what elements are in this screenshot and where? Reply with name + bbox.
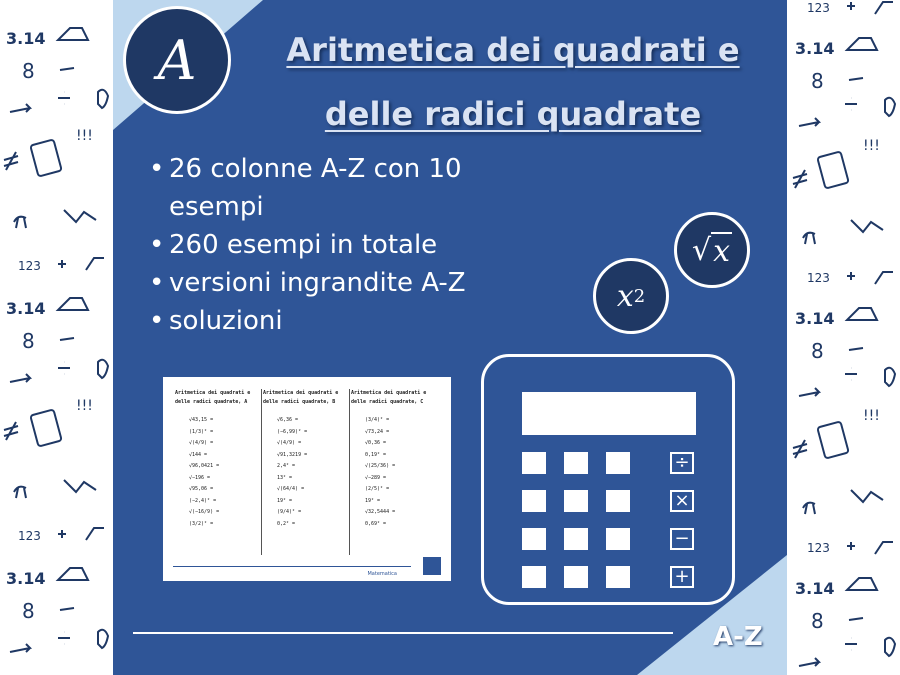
calculator-key: [564, 490, 588, 512]
preview-item: √32,5444 =: [365, 509, 396, 515]
square-base: x: [616, 278, 634, 314]
svg-text:123: 123: [807, 1, 830, 15]
corner-label: A-Z: [713, 622, 763, 652]
svg-text:!!!: !!!: [863, 138, 880, 154]
svg-text:!!!: !!!: [76, 128, 93, 144]
preview-item: √(−16/9) =: [189, 509, 220, 515]
page-title: [263, 18, 763, 146]
preview-item: 0,19² =: [365, 451, 387, 458]
preview-item: (9/4)² =: [277, 509, 302, 515]
letter-badge: [123, 6, 231, 114]
preview-column-title: Aritmetica dei quadrati e delle radici quadrate, C: [351, 390, 427, 405]
preview-item: √(4/9) =: [189, 440, 214, 446]
feature-item: • soluzioni: [149, 302, 489, 340]
preview-item: 13² =: [277, 474, 293, 481]
svg-text:123: 123: [807, 271, 830, 285]
preview-item: √−289 =: [365, 474, 387, 481]
preview-item: √144 =: [189, 451, 208, 458]
feature-item: • versioni ingrandite A-Z: [149, 264, 489, 302]
preview-item: 0,69² =: [365, 520, 387, 527]
preview-item: √6,36 =: [277, 417, 299, 423]
square-exponent: 2: [633, 285, 646, 307]
preview-item: √96,0421 =: [189, 463, 220, 469]
feature-list: [149, 150, 489, 340]
preview-item: 0,2² =: [277, 520, 296, 527]
square-root-icon: [674, 212, 750, 288]
svg-text:8: 8: [811, 339, 824, 363]
preview-item: (1/3)² =: [189, 428, 214, 435]
svg-text:123: 123: [807, 541, 830, 555]
preview-item: √(25/36) =: [365, 463, 396, 469]
preview-item: (3/2)² =: [189, 520, 214, 527]
svg-text:8: 8: [811, 69, 824, 93]
svg-text:3.14: 3.14: [6, 299, 46, 318]
calculator-key: [564, 566, 588, 588]
preview-column-b: [263, 389, 345, 555]
preview-item: √−196 =: [189, 474, 211, 481]
preview-item: √0,36 =: [365, 440, 387, 446]
left-doodle-border: [0, 0, 113, 675]
calculator-key: [606, 452, 630, 474]
svg-text:8: 8: [22, 59, 35, 83]
preview-item: 19² =: [277, 497, 293, 504]
cover-panel: [113, 0, 787, 675]
preview-footer-text: Matematica: [367, 571, 397, 577]
right-doodle-border: [787, 0, 900, 675]
sqrt-argument: x: [713, 233, 731, 269]
svg-text:3.14: 3.14: [6, 569, 46, 588]
preview-column-title: Aritmetica dei quadrati e delle radici quadrate, B: [263, 390, 339, 405]
preview-item: (−6,99)² =: [277, 428, 308, 435]
svg-text:8: 8: [811, 609, 824, 633]
footer-rule: [133, 632, 673, 634]
svg-text:123: 123: [18, 259, 41, 273]
divide-key: ÷: [670, 452, 694, 474]
calculator-key: [522, 566, 546, 588]
calculator-key: [564, 452, 588, 474]
badge-letter: A: [157, 28, 197, 92]
calculator-key: [606, 490, 630, 512]
calculator-screen: [522, 392, 696, 435]
minus-key: −: [670, 528, 694, 550]
preview-divider: [349, 389, 350, 555]
calculator-key: [564, 528, 588, 550]
svg-text:8: 8: [22, 329, 35, 353]
plus-key: +: [670, 566, 694, 588]
svg-text:123: 123: [18, 529, 41, 543]
math-doodle-pattern: [787, 0, 900, 675]
preview-item: (2/5)² =: [365, 486, 390, 492]
preview-item: √43,15 =: [189, 417, 214, 423]
title-line-1: Aritmetica dei quadrati e: [286, 31, 740, 69]
preview-item: √73,24 =: [365, 428, 390, 435]
feature-item: • 26 colonne A-Z con 10 esempi: [149, 150, 489, 226]
calculator-key: [606, 566, 630, 588]
calculator-key: [606, 528, 630, 550]
svg-text:3.14: 3.14: [795, 579, 835, 598]
multiply-key: ×: [670, 490, 694, 512]
preview-item: (3/4)² =: [365, 417, 390, 423]
calculator-key: [522, 452, 546, 474]
svg-text:8: 8: [22, 599, 35, 623]
svg-text:3.14: 3.14: [6, 29, 46, 48]
preview-column-c: [351, 389, 433, 555]
svg-text:3.14: 3.14: [795, 39, 835, 58]
math-doodle-pattern: [0, 0, 113, 675]
preview-divider: [261, 389, 262, 555]
calculator-icon: [423, 557, 441, 575]
worksheet-preview: [163, 377, 451, 581]
calculator-icon: [481, 354, 735, 605]
svg-text:!!!: !!!: [76, 398, 93, 414]
sqrt-symbol: √: [691, 232, 712, 268]
title-line-2: delle radici quadrate: [324, 95, 702, 133]
preview-item: √95,06 =: [189, 486, 214, 492]
preview-item: 2,4² =: [277, 463, 296, 469]
preview-item: 19² =: [365, 497, 381, 504]
preview-item: (−2,4)² =: [189, 497, 217, 504]
square-icon: [593, 258, 669, 334]
preview-item: √91,3219 =: [277, 451, 308, 458]
preview-column-title: Aritmetica dei quadrati e delle radici quadrate, A: [175, 390, 251, 405]
svg-text:!!!: !!!: [863, 408, 880, 424]
calculator-key: [522, 490, 546, 512]
svg-text:3.14: 3.14: [795, 309, 835, 328]
feature-item: • 260 esempi in totale: [149, 226, 489, 264]
preview-item: √(4/9) =: [277, 440, 302, 446]
calculator-key: [522, 528, 546, 550]
preview-footer-line: [173, 566, 411, 567]
preview-column-a: [175, 389, 257, 555]
preview-item: √(64/4) =: [277, 486, 305, 492]
